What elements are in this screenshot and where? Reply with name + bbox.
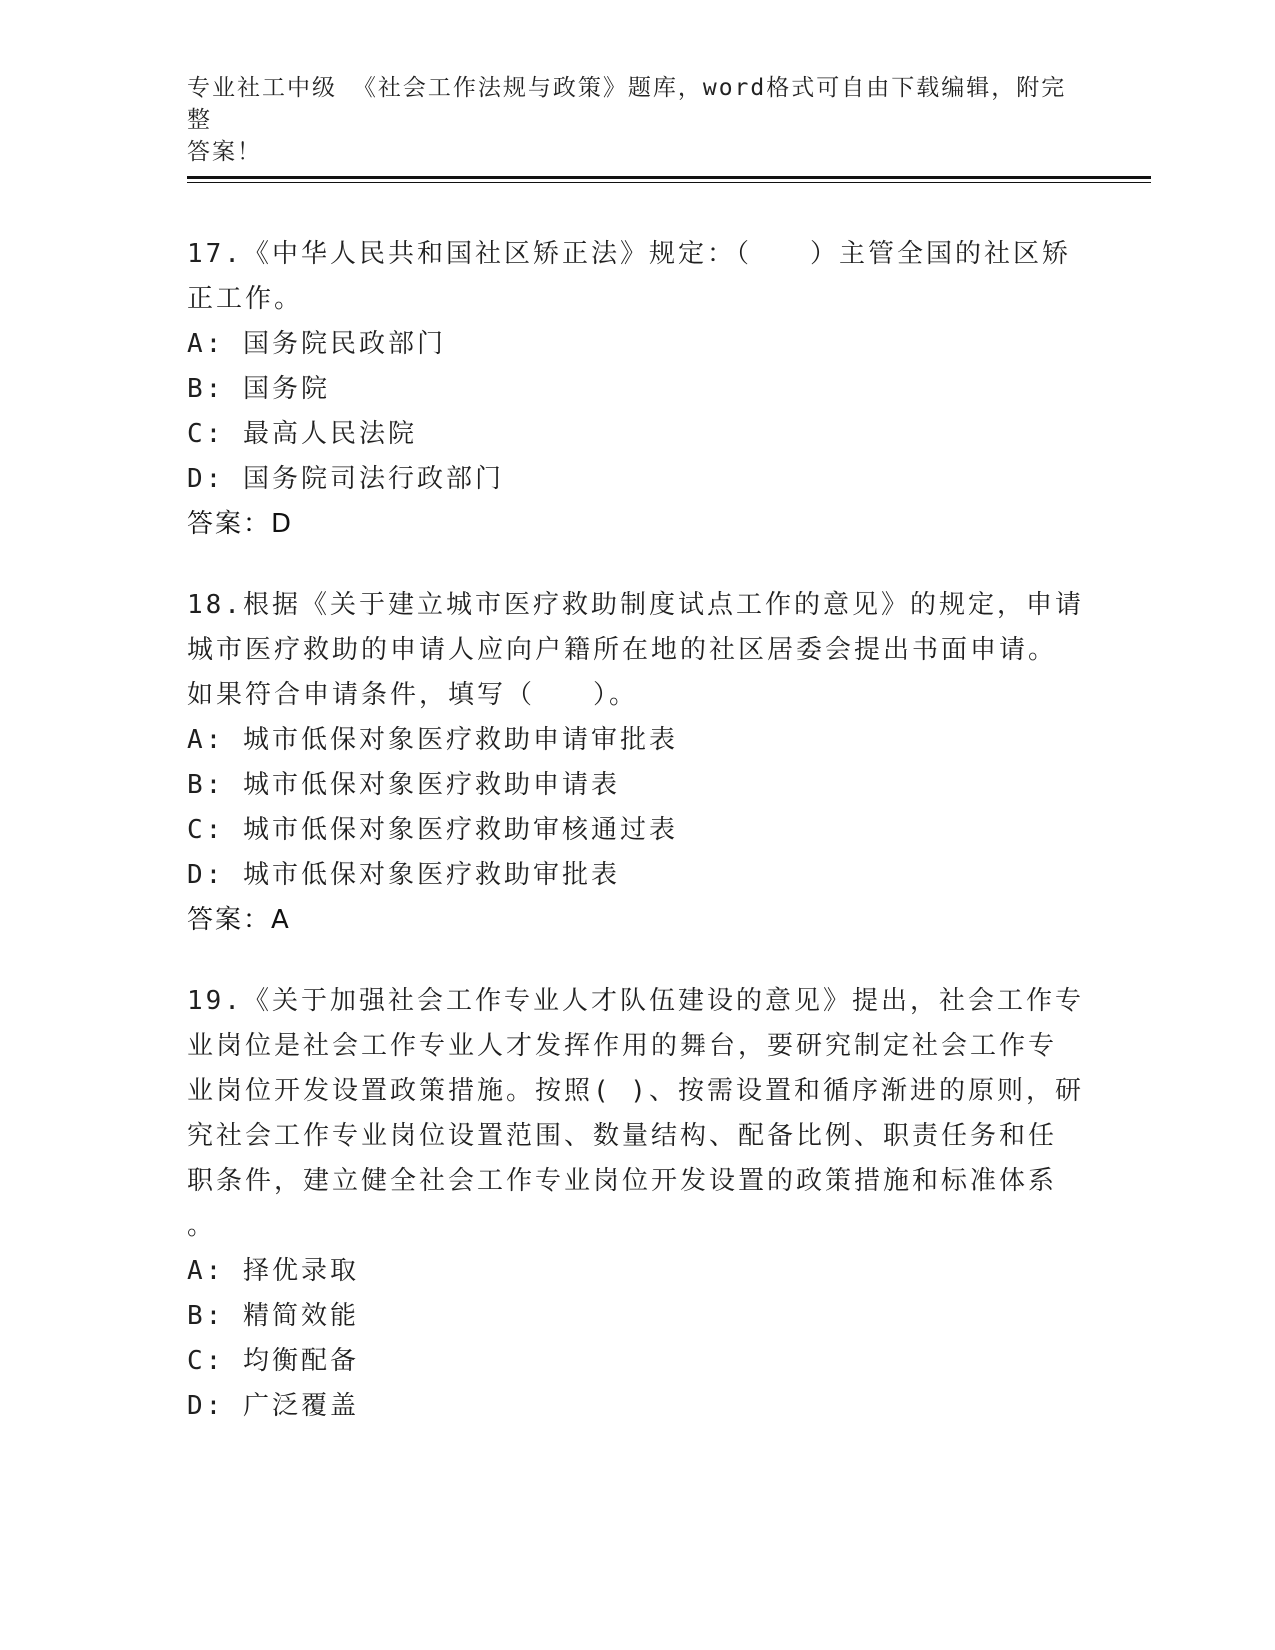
stem-line: 如果符合申请条件，填写（ ）。 — [187, 680, 639, 710]
answer-text: 答案：D — [187, 509, 294, 539]
option-b: B: 城市低保对象医疗救助申请表 — [187, 770, 620, 800]
option-b: B: 国务院 — [187, 374, 330, 404]
stem-line: 业岗位是社会工作专业人才发挥作用的舞台，要研究制定社会工作专 — [187, 1031, 1058, 1061]
option-a: A: 择优录取 — [187, 1256, 359, 1286]
stem-line: 究社会工作专业岗位设置范围、数量结构、配备比例、职责任务和任 — [187, 1121, 1058, 1151]
stem-line: 。 — [187, 1211, 217, 1241]
header-divider-thin — [187, 182, 1151, 183]
option-d: D: 城市低保对象医疗救助审批表 — [187, 860, 620, 890]
question-18 — [187, 583, 1087, 943]
stem-line: 职条件，建立健全社会工作专业岗位开发设置的政策措施和标准体系 — [187, 1166, 1058, 1196]
answer-text: 答案：A — [187, 905, 291, 935]
stem-line: 正工作。 — [187, 284, 304, 314]
stem-line: 业岗位开发设置政策措施。按照( )、按需设置和循序渐进的原则，研 — [187, 1076, 1084, 1106]
option-a: A: 国务院民政部门 — [187, 329, 446, 359]
question-stem — [187, 583, 1087, 718]
option-d: D: 广泛覆盖 — [187, 1391, 359, 1421]
stem-line: 18.根据《关于建立城市医疗救助制度试点工作的意见》的规定，申请 — [187, 590, 1084, 620]
header-line-1: 专业社工中级 《社会工作法规与政策》题库，word格式可自由下载编辑，附完整 — [187, 75, 1067, 133]
question-stem — [187, 232, 1087, 322]
stem-line: 19.《关于加强社会工作专业人才队伍建设的意见》提出，社会工作专 — [187, 986, 1084, 1016]
document-header — [187, 72, 1087, 168]
question-19 — [187, 979, 1087, 1429]
header-divider-thick — [187, 176, 1151, 179]
option-c: C: 最高人民法院 — [187, 419, 417, 449]
header-line-2: 答案！ — [187, 139, 262, 165]
option-b: B: 精简效能 — [187, 1301, 359, 1331]
option-a: A: 城市低保对象医疗救助申请审批表 — [187, 725, 678, 755]
question-17 — [187, 232, 1087, 547]
question-stem — [187, 979, 1087, 1249]
stem-line: 17.《中华人民共和国社区矫正法》规定：（ ）主管全国的社区矫 — [187, 239, 1071, 269]
stem-line: 城市医疗救助的申请人应向户籍所在地的社区居委会提出书面申请。 — [187, 635, 1058, 665]
option-c: C: 均衡配备 — [187, 1346, 359, 1376]
option-d: D: 国务院司法行政部门 — [187, 464, 504, 494]
option-c: C: 城市低保对象医疗救助审核通过表 — [187, 815, 678, 845]
question-list — [187, 232, 1087, 1465]
